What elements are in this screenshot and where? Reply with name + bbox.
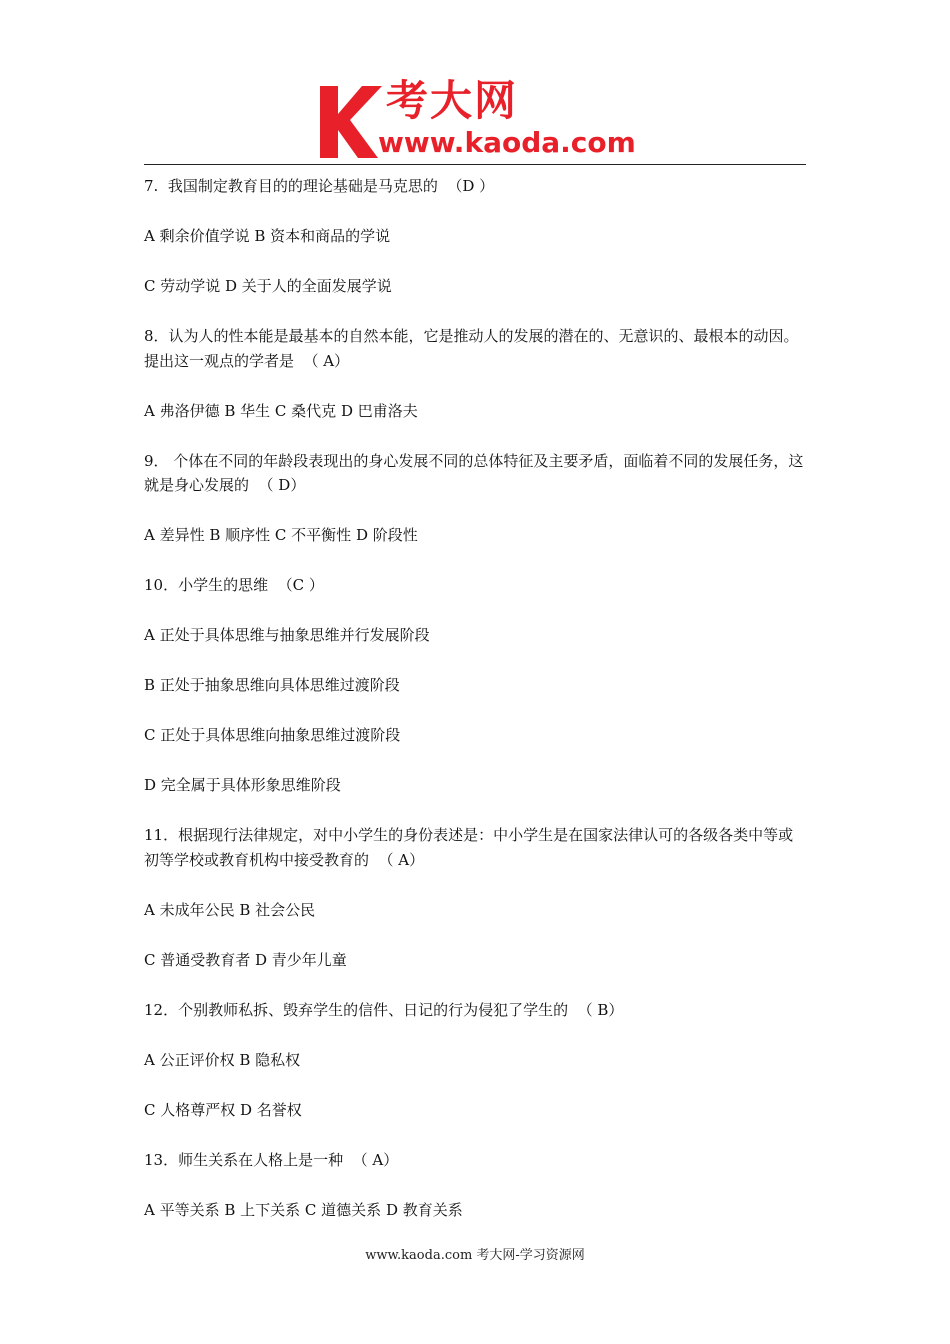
question-8: 8．认为人的性本能是最基本的自然本能，它是推动人的发展的潜在的、无意识的、最根本的动因。提出这一观点的学者是 （ A） bbox=[144, 327, 799, 370]
options-12-cd: C 人格尊严权 D 名誉权 bbox=[144, 1100, 302, 1119]
k-logo-icon bbox=[316, 80, 386, 160]
document-body bbox=[144, 174, 808, 1248]
option-10-b: B 正处于抽象思维向具体思维过渡阶段 bbox=[144, 676, 400, 694]
page-header bbox=[144, 70, 806, 166]
question-12: 12．个别教师私拆、毁弃学生的信件、日记的行为侵犯了学生的 （ B） bbox=[144, 1000, 624, 1019]
options-7-ab: A 剩余价值学说 B 资本和商品的学说 bbox=[144, 227, 391, 245]
options-9: A 差异性 B 顺序性 C 不平衡性 D 阶段性 bbox=[144, 526, 418, 544]
kaoda-logo bbox=[316, 76, 636, 164]
question-9: 9． 个体在不同的年龄段表现出的身心发展不同的总体特征及主要矛盾，面临着不同的发展任务，这就是身心发展的 （ D） bbox=[144, 451, 804, 494]
question-11: 11．根据现行法律规定，对中小学生的身份表述是：中小学生是在国家法律认可的各级各类中等或初等学校或教育机构中接受教育的 （ A） bbox=[144, 826, 794, 869]
header-divider bbox=[144, 164, 806, 165]
option-10-d: D 完全属于具体形象思维阶段 bbox=[144, 776, 341, 794]
page-footer: www.kaoda.com 考大网-学习资源网 bbox=[365, 1248, 585, 1263]
options-8: A 弗洛伊德 B 华生 C 桑代克 D 巴甫洛夫 bbox=[144, 401, 418, 420]
logo-url: www.kaoda.com bbox=[378, 126, 636, 159]
option-10-a: A 正处于具体思维与抽象思维并行发展阶段 bbox=[144, 626, 430, 644]
question-10: 10．小学生的思维 （C ） bbox=[144, 576, 324, 594]
question-7: 7. 我国制定教育目的的理论基础是马克思的 （D ） bbox=[144, 177, 495, 195]
question-13: 13．师生关系在人格上是一种 （ A） bbox=[144, 1150, 399, 1169]
options-11-ab: A 未成年公民 B 社会公民 bbox=[144, 900, 316, 919]
options-13: A 平等关系 B 上下关系 C 道德关系 D 教育关系 bbox=[144, 1200, 463, 1219]
options-7-cd: C 劳动学说 D 关于人的全面发展学说 bbox=[144, 277, 392, 295]
options-11-cd: C 普通受教育者 D 青少年儿童 bbox=[144, 950, 347, 969]
option-10-c: C 正处于具体思维向抽象思维过渡阶段 bbox=[144, 726, 401, 744]
logo-title: 考大网 bbox=[386, 76, 519, 125]
options-12-ab: A 公正评价权 B 隐私权 bbox=[144, 1050, 301, 1069]
